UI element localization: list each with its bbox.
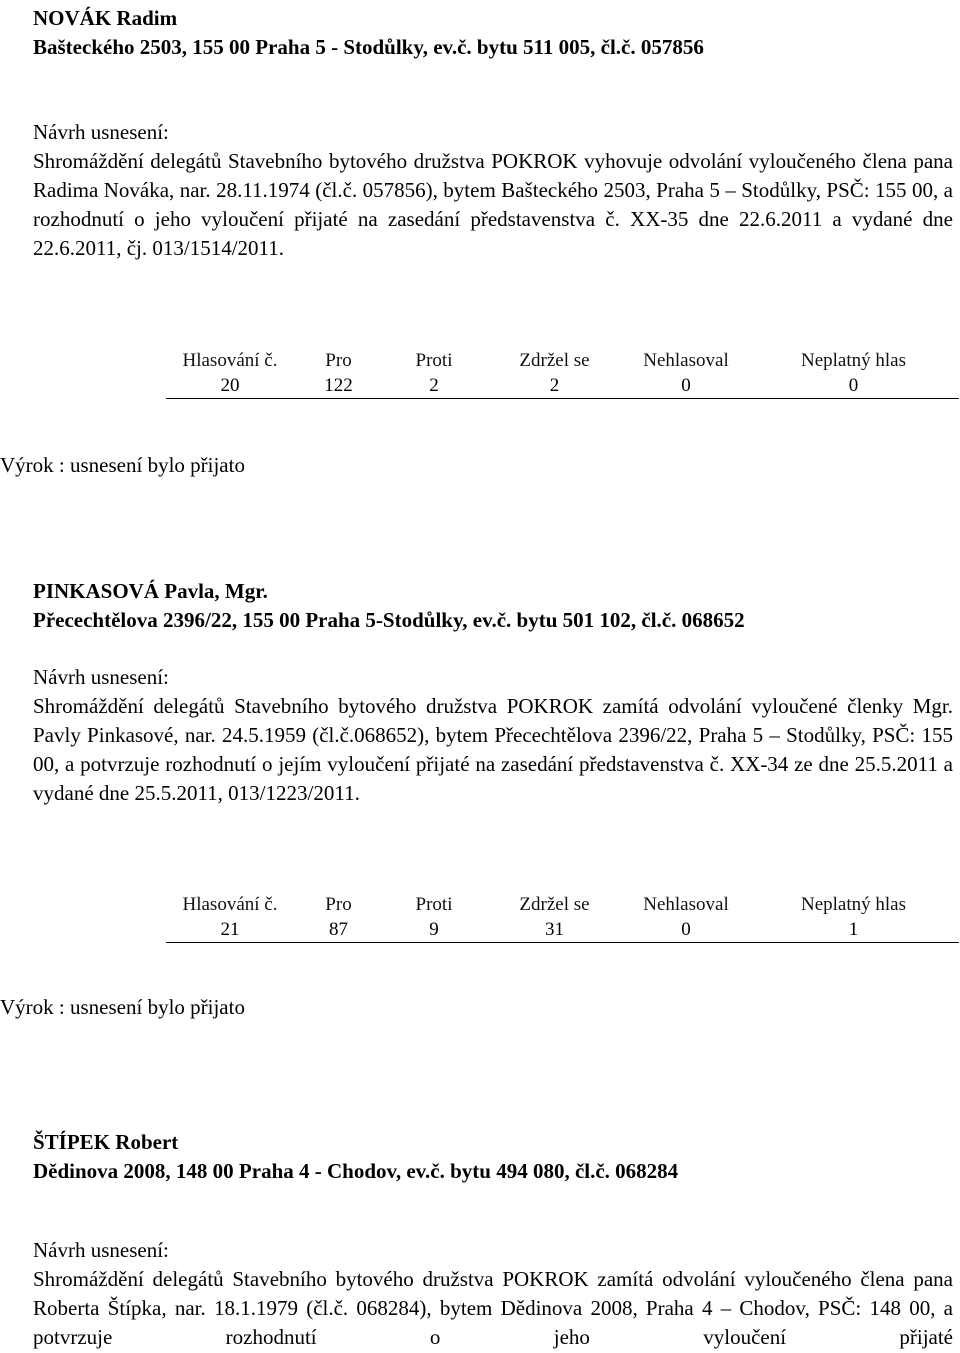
vote-header-row [166, 892, 959, 917]
header-zdrzel: Zdržel se [519, 350, 590, 371]
entry-stipek [33, 1128, 953, 1186]
header-nehlasoval: Nehlasoval [643, 350, 729, 371]
member-address: Dědinova 2008, 148 00 Praha 4 - Chodov, ev.č. bytu 494 080, čl.č. 068284 [33, 1159, 679, 1183]
proposal-text: Shromáždění delegátů Stavebního bytového družstva POKROK vyhovuje odvolání vyloučeného člena pana Radima Nováka, nar. 28.11.1974 (čl.č. 057856), bytem Bašteckého 2503, Praha 5 – Stodůlky, PSČ: 155 00, a rozhodnutí o jeho vyloučení přijaté na zasedání představenstva č. XX-35 dne 22.6.2011 a vydané dne 22.6.2011, čj. 013/1514/2011. [33, 149, 953, 260]
vote-value-row [166, 373, 959, 399]
value-nehlasoval: 0 [624, 373, 748, 399]
value-zdrzel: 2 [485, 373, 624, 399]
value-number: 20 [166, 373, 294, 399]
header-neplatny: Neplatný hlas [800, 894, 906, 915]
value-nehlasoval: 0 [624, 917, 748, 943]
proposal-text: Shromáždění delegátů Stavebního bytového družstva POKROK zamítá odvolání vyloučené členky Mgr. Pavly Pinkasové, nar. 24.5.1959 (čl.č.068652), bytem Přecechtělova 2396/22, Praha 5 – Stodůlky, PSČ: 155 00, a potvrzuje rozhodnutí o jejím vyloučení přijaté na zasedání představenstva č. XX-34 ze dne 25.5.2011 a vydané dne 25.5.2011, 013/1223/2011. [33, 694, 953, 805]
header-proti: Proti [415, 894, 453, 915]
proposal-label: Návrh usnesení: [33, 665, 169, 689]
value-neplatny: 0 [748, 373, 959, 399]
proposal-stipek [33, 1236, 953, 1352]
header-pro: Pro [325, 350, 352, 371]
value-zdrzel: 31 [485, 917, 624, 943]
vote-table-21 [166, 892, 959, 943]
value-number: 21 [166, 917, 294, 943]
verdict-text: Výrok : usnesení bylo přijato [0, 453, 245, 477]
vote-value-row [166, 917, 959, 943]
member-address: Bašteckého 2503, 155 00 Praha 5 - Stodůlky, ev.č. bytu 511 005, čl.č. 057856 [33, 35, 704, 59]
proposal-label: Návrh usnesení: [33, 120, 169, 144]
entry-novak [33, 4, 953, 62]
header-nehlasoval: Nehlasoval [643, 894, 729, 915]
member-name: PINKASOVÁ Pavla, Mgr. [33, 579, 268, 603]
value-neplatny: 1 [748, 917, 959, 943]
value-proti: 9 [383, 917, 485, 943]
value-proti: 2 [383, 373, 485, 399]
header-proti: Proti [415, 350, 453, 371]
proposal-label: Návrh usnesení: [33, 1238, 169, 1262]
entry-pinkasova [33, 577, 953, 635]
header-neplatny: Neplatný hlas [800, 350, 906, 371]
vote-header-row [166, 348, 959, 373]
member-name: NOVÁK Radim [33, 6, 178, 30]
proposal-pinkasova [33, 663, 953, 808]
value-pro: 122 [294, 373, 383, 399]
proposal-text: Shromáždění delegátů Stavebního bytového družstva POKROK zamítá odvolání vyloučeného člena pana Roberta Štípka, nar. 18.1.1979 (čl.č. 068284), bytem Dědinova 2008, Praha 4 – Chodov, PSČ: 148 00, a potvrzuje rozhodnutí o jeho vyloučení přijaté [33, 1267, 953, 1349]
header-number: Hlasování č. [182, 894, 278, 915]
header-zdrzel: Zdržel se [519, 894, 590, 915]
verdict-text: Výrok : usnesení bylo přijato [0, 995, 245, 1019]
value-pro: 87 [294, 917, 383, 943]
member-address: Přecechtělova 2396/22, 155 00 Praha 5-Stodůlky, ev.č. bytu 501 102, čl.č. 068652 [33, 608, 745, 632]
proposal-novak [33, 118, 953, 263]
member-name: ŠTÍPEK Robert [33, 1130, 179, 1154]
header-number: Hlasování č. [182, 350, 278, 371]
vote-table-20 [166, 348, 959, 399]
header-pro: Pro [325, 894, 352, 915]
